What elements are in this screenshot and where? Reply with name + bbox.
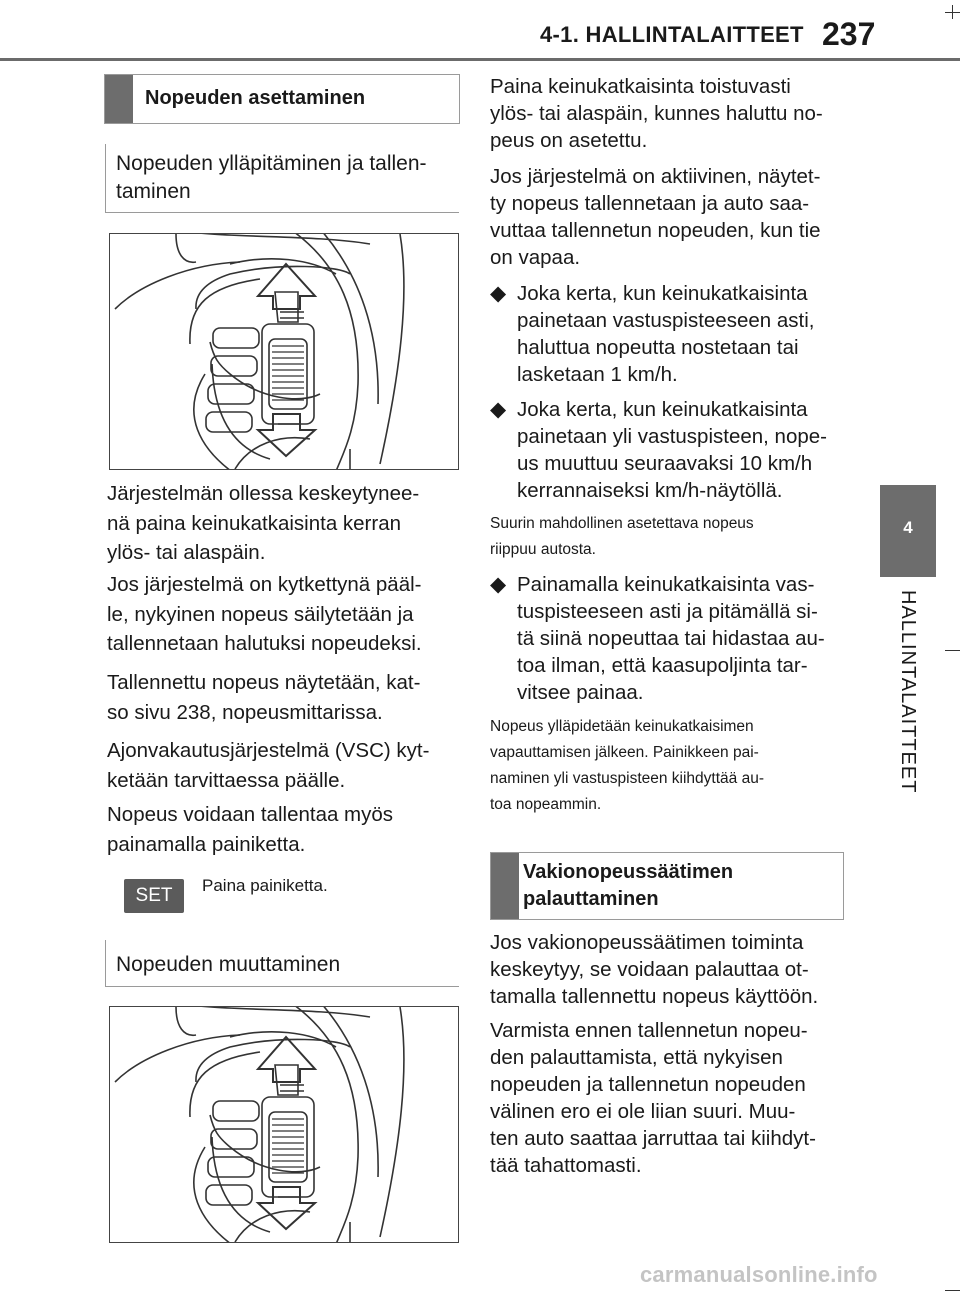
section-title: Vakionopeussäätimen palauttaminen (523, 861, 734, 910)
footer-watermark: carmanualsonline.info (640, 1262, 878, 1287)
subsection-title: Nopeuden ylläpitäminen ja tallen- taminen (116, 152, 427, 203)
section-bar (491, 853, 519, 919)
subsection-rule-vertical (105, 940, 106, 986)
left-paragraph-1: Järjestelmän ollessa keskeytynee- nä paina keinukatkaisinta kerran ylös- tai alaspäin. (107, 482, 420, 564)
bullet-item-2 (490, 396, 860, 511)
diamond-bullet-icon: ◆ (490, 398, 507, 421)
subsection-rule (105, 986, 459, 987)
diamond-bullet-icon: ◆ (490, 573, 507, 596)
rocker-switch-figure-2 (109, 1006, 459, 1243)
left-paragraph-4: Ajonvakautusjärjestelmä (VSC) kyt- ketään tarvittaessa päälle. (107, 739, 430, 792)
section-heading-box (104, 74, 460, 124)
bullet-item-1 (490, 280, 860, 395)
right-paragraph-4: Varmista ennen tallennetun nopeu- den palauttamista, että nykyisen nopeuden ja tallennetun nopeuden välinen ero ei ole liian suuri. Muu- ten auto saattaa jarruttaa tai kiihdyt- tää tahattomasti. (490, 1019, 816, 1177)
page-number: 237 (822, 16, 876, 52)
note-1: Suurin mahdollinen asetettava nopeus riippuu autosta. (490, 515, 754, 558)
right-paragraph-3: Jos vakionopeussäätimen toiminta keskeytyy, se voidaan palauttaa ot- tamalla tallennettu nopeus käyttöön. (490, 931, 819, 1008)
left-paragraph-3: Tallennettu nopeus näytetään, kat- so sivu 238, nopeusmittarissa. (107, 671, 421, 724)
section-bar (105, 75, 133, 123)
set-button-caption: Paina painiketta. (202, 876, 328, 895)
rocker-switch-figure (109, 233, 459, 470)
crop-mark (945, 1290, 960, 1291)
subsection-rule (105, 212, 459, 213)
bullet-text: Painamalla keinukatkaisinta vas- tuspisteeseen asti ja pitämällä si- tä siinä nopeuttaa tai hidastaa au- toa ilman, että kaasupoljinta tar- vitsee painaa. (517, 573, 825, 704)
right-paragraph-2: Jos järjestelmä on aktiivinen, näytet- ty nopeus tallennetaan ja auto saa- vuttaa tallennetun nopeuden, kun tie on vapaa. (490, 165, 821, 269)
set-button-icon: SET (124, 879, 184, 913)
header-section-title: 4-1. HALLINTALAITTEET (540, 22, 804, 47)
steering-wheel-illustration (110, 1007, 458, 1242)
section-title: Nopeuden asettaminen (145, 87, 366, 109)
diamond-bullet-icon: ◆ (490, 282, 507, 305)
bullet-item-3 (490, 571, 860, 711)
bullet-text: Joka kerta, kun keinukatkaisinta painetaan vastuspisteeseen asti, haluttua nopeutta nostetaan tai lasketaan 1 km/h. (517, 282, 815, 386)
chapter-tab-number: 4 (903, 518, 913, 537)
left-paragraph-5: Nopeus voidaan tallentaa myös painamalla painiketta. (107, 803, 394, 856)
crop-mark (952, 5, 953, 19)
steering-wheel-illustration (110, 234, 458, 469)
bullet-text: Joka kerta, kun keinukatkaisinta painetaan yli vastuspisteen, nope- us muuttuu seuraavaksi 10 km/h kerrannaiseksi km/h-näytöllä. (517, 398, 827, 502)
section-heading-box-2 (490, 852, 844, 920)
subsection-title: Nopeuden muuttaminen (116, 953, 341, 976)
subsection-rule-vertical (105, 144, 106, 212)
note-2: Nopeus ylläpidetään keinukatkaisimen vapauttamisen jälkeen. Painikkeen pai- naminen yli vastuspisteen kiihdyttää au- toa nopeammin. (490, 718, 764, 813)
header-rule (0, 58, 960, 61)
left-paragraph-2: Jos järjestelmä on kytkettynä pääl- le, nykyinen nopeus säilytetään ja tallennetaan halutuksi nopeudeksi. (107, 573, 422, 655)
crop-mark (945, 650, 960, 651)
right-paragraph-1: Paina keinukatkaisinta toistuvasti ylös- tai alaspäin, kunnes haluttu no- peus on asetettu. (490, 75, 823, 152)
chapter-side-label: HALLINTALAITTEET (897, 590, 919, 794)
